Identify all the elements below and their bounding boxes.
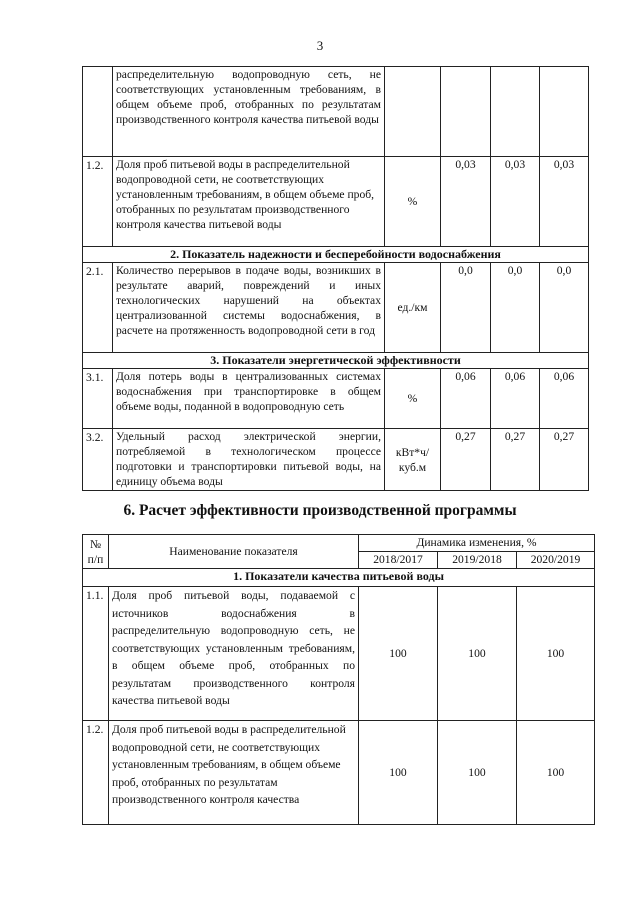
table-row [83, 263, 589, 353]
unit-cell: % [385, 369, 441, 429]
indicator-description: Доля проб питьевой воды в распределительной водопроводной сети, не соответствующих установленным требованиям, в общем объеме проб, отобранных по результатам производственного контроля качества питьевой воды [113, 157, 385, 247]
value-cell: 100 [359, 587, 438, 721]
table-row [83, 587, 595, 721]
indicator-description: Доля проб питьевой воды, подаваемой с источников водоснабжения в распределительную водопроводную сеть, не соответствующих установленным требованиям, в общем объеме проб, отобранных по результатам производственного контроля качества питьевой воды [109, 587, 359, 721]
value-cell: 100 [517, 587, 595, 721]
value-cell: 0,06 [540, 369, 589, 429]
section-row [83, 353, 589, 369]
value-cell: 0,03 [540, 157, 589, 247]
value-cell: 100 [517, 721, 595, 825]
efficiency-table [82, 534, 595, 825]
value-cell: 0,03 [491, 157, 540, 247]
year-header: 2018/2017 [359, 552, 438, 569]
row-number: 1.2. [83, 721, 109, 825]
table-row [83, 429, 589, 491]
value-cell: 100 [359, 721, 438, 825]
value-cell: 0,0 [441, 263, 491, 353]
value-cell: 0,06 [491, 369, 540, 429]
unit-cell: % [385, 157, 441, 247]
section-heading: 2. Показатель надежности и бесперебойности водоснабжения [83, 247, 589, 263]
unit-cell: кВт*ч/ куб.м [385, 429, 441, 491]
value-cell [540, 67, 589, 157]
value-cell: 0,27 [540, 429, 589, 491]
name-header: Наименование показателя [109, 535, 359, 569]
value-cell: 0,27 [491, 429, 540, 491]
indicator-description: Доля проб питьевой воды в распределительной водопроводной сети, не соответствующих установленным требованиям, в общем объеме проб, отобранных по результатам производственного контроля качества [109, 721, 359, 825]
header-row [83, 535, 595, 552]
number-header: № п/п [83, 535, 109, 569]
table-row [83, 157, 589, 247]
indicators-table [82, 66, 589, 491]
section-row [83, 247, 589, 263]
value-cell: 100 [438, 587, 517, 721]
section-heading: 1. Показатели качества питьевой воды [83, 569, 595, 587]
row-number: 3.2. [83, 429, 113, 491]
row-number: 1.2. [83, 157, 113, 247]
value-cell: 0,0 [491, 263, 540, 353]
value-cell: 0,06 [441, 369, 491, 429]
year-header: 2020/2019 [517, 552, 595, 569]
value-cell: 100 [438, 721, 517, 825]
unit-cell [385, 67, 441, 157]
indicator-description: Доля потерь воды в централизованных системах водоснабжения при транспортировке в общем объеме воды, поданной в водопроводную сеть [113, 369, 385, 429]
table-row [83, 67, 589, 157]
row-number: 1.1. [83, 587, 109, 721]
value-cell: 0,03 [441, 157, 491, 247]
indicator-description: Количество перерывов в подаче воды, возникших в результате аварий, повреждений и иных технологических нарушений на объектах централизованной системы водоснабжения, в расчете на протяженность водопроводной сети в год [113, 263, 385, 353]
row-number: 3.1. [83, 369, 113, 429]
value-cell [491, 67, 540, 157]
row-number: 2.1. [83, 263, 113, 353]
value-cell: 0,0 [540, 263, 589, 353]
unit-cell: ед./км [385, 263, 441, 353]
section-title: 6. Расчет эффективности производственной программы [123, 502, 517, 519]
table-row [83, 369, 589, 429]
dynamics-header: Динамика изменения, % [359, 535, 595, 552]
row-number [83, 67, 113, 157]
section-row [83, 569, 595, 587]
indicator-description: Удельный расход электрической энергии, потребляемой в технологическом процессе подготовки и транспортировки питьевой воды, на единицу объема воды [113, 429, 385, 491]
indicator-description: распределительную водопроводную сеть, не соответствующих установленным требованиям, в общем объеме проб, отобранных по результатам производственного контроля качества питьевой воды [113, 67, 385, 157]
section-heading: 3. Показатели энергетической эффективности [83, 353, 589, 369]
value-cell [441, 67, 491, 157]
value-cell: 0,27 [441, 429, 491, 491]
table-row [83, 721, 595, 825]
year-header: 2019/2018 [438, 552, 517, 569]
page-number: 3 [316, 38, 324, 53]
